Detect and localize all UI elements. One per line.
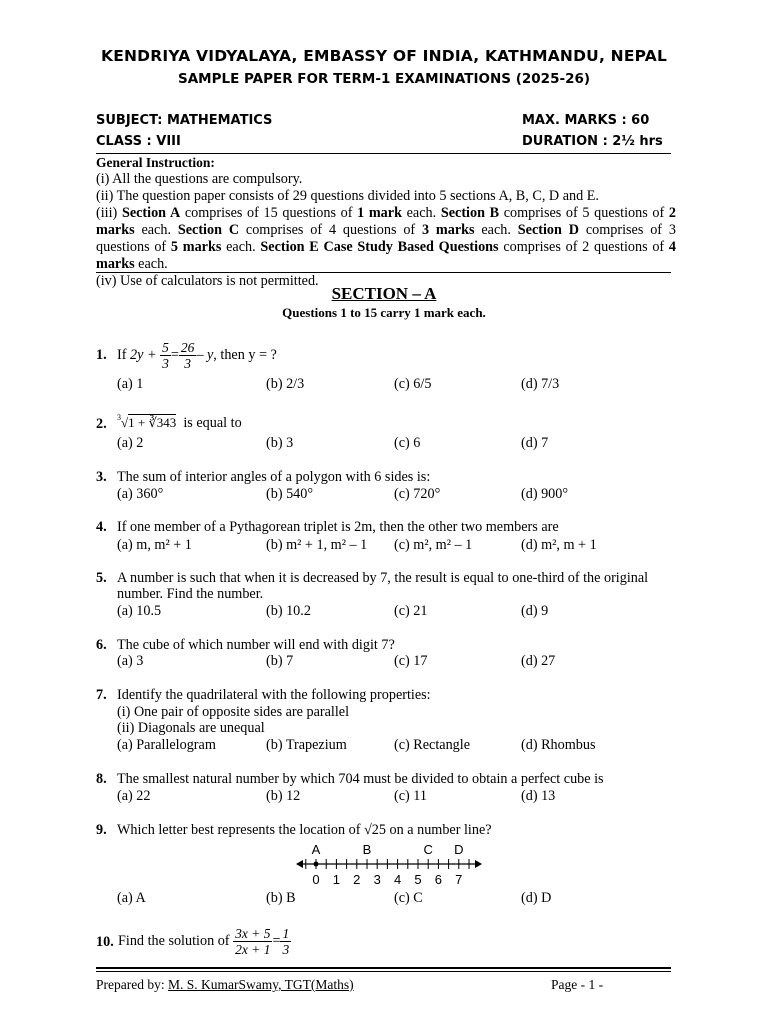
footer-divider-thin — [96, 971, 671, 972]
option-b: (b) 3 — [266, 435, 294, 451]
school-title: KENDRIYA VIDYALAYA, EMBASSY OF INDIA, KATHMANDU, NEPAL — [100, 47, 668, 65]
question-number: 10. — [96, 934, 114, 950]
option-d: (d) 9 — [521, 603, 549, 619]
question-number: 4. — [96, 519, 107, 535]
question-number: 9. — [96, 822, 107, 838]
question-number: 2. — [96, 416, 107, 432]
question-2-text: $^3$√1 + ∛343 is equal to — [117, 413, 242, 431]
option-a: (a) 10.5 — [117, 603, 162, 619]
tick-label: 0 — [312, 872, 320, 887]
point-a-dot — [314, 862, 319, 867]
author-name: M. S. KumarSwamy, TGT(Maths) — [167, 977, 354, 992]
footer-divider — [96, 967, 671, 969]
section-subtitle: Questions 1 to 15 carry 1 mark each. — [282, 305, 486, 320]
option-a: (a) 1 — [117, 376, 144, 392]
tick-label: 6 — [434, 872, 443, 887]
question-8-text: The smallest natural number by which 704 must be divided to obtain a perfect cube is — [117, 771, 604, 787]
option-d: (d) D — [521, 890, 552, 906]
option-c: (c) Rectangle — [394, 737, 471, 753]
question-9-text: Which letter best represents the location of √25 on a number line? — [117, 822, 492, 838]
option-c: (c) 21 — [394, 603, 428, 619]
page-number: Page - 1 - — [551, 977, 604, 992]
instruction-iii: (iii) Section A comprises of 15 questions of 1 mark each. Section B comprises of 5 questions of 2 marks each. Section C comprises of 4 questions of 3 marks each. Section D comprises of 3 questions of 5 marks each. Section E Case Study Based Questions comprises of 2 questions of 4 marks each. — [96, 205, 676, 272]
question-number: 3. — [96, 469, 107, 485]
fraction: $\frac{1}{3}$ — [282, 926, 290, 958]
question-7-property-2: (ii) Diagonals are unequal — [117, 720, 265, 736]
question-5-text: A number is such that when it is decreased by 7, the result is equal to one-third of the original — [117, 570, 649, 586]
option-a: (a) A — [117, 890, 146, 906]
question-5-text-cont: number. Find the number. — [117, 586, 264, 602]
tick-label: 5 — [414, 872, 422, 887]
instructions-title: General Instruction: — [96, 155, 215, 170]
option-d: (d) 7/3 — [521, 376, 560, 392]
option-a: (a) Parallelogram — [117, 737, 216, 753]
option-d: (d) 13 — [521, 788, 556, 804]
option-d: (d) m², m + 1 — [521, 537, 597, 553]
question-1-text: If 2y + $\frac{5}{3}$ = $\frac{26}{3}$ – y, then y = ? — [117, 340, 277, 372]
duration-label: DURATION : 2½ hrs — [522, 134, 663, 149]
option-b: (b) m² + 1, m² – 1 — [266, 537, 368, 553]
question-3-text: The sum of interior angles of a polygon with 6 sides is: — [117, 469, 431, 485]
tick-label: 2 — [353, 872, 361, 887]
tick-label: 3 — [373, 872, 381, 887]
option-b: (b) 12 — [266, 788, 301, 804]
instruction-ii: (ii) The question paper consists of 29 questions divided into 5 sections A, B, C, D and E. — [96, 188, 599, 204]
general-instructions — [96, 154, 676, 290]
number-line-figure — [290, 840, 490, 888]
max-marks-label: MAX. MARKS : 60 — [522, 113, 650, 128]
tick-label: 4 — [393, 872, 402, 887]
option-b: (b) 10.2 — [266, 603, 311, 619]
fraction: $\frac{5}{3}$ — [162, 340, 169, 372]
option-d: (d) 27 — [521, 653, 556, 669]
prepared-by: Prepared by: M. S. KumarSwamy, TGT(Maths) — [96, 977, 354, 992]
question-number: 1. — [96, 347, 107, 363]
question-6-text: The cube of which number will end with digit 7? — [117, 637, 395, 653]
paper-title: SAMPLE PAPER FOR TERM-1 EXAMINATIONS (2025-26) — [177, 71, 591, 87]
option-a: (a) 3 — [117, 653, 144, 669]
point-label-a: A — [311, 842, 321, 857]
question-7-text: Identify the quadrilateral with the following properties: — [117, 687, 431, 703]
question-number: 7. — [96, 687, 107, 703]
option-b: (b) 540° — [266, 486, 314, 502]
fraction: $\frac{3x + 5}{2x + 1}$ — [235, 926, 271, 958]
instruction-i: (i) All the questions are compulsory. — [96, 171, 303, 187]
option-a: (a) 2 — [117, 435, 144, 451]
option-d: (d) Rhombus — [521, 737, 596, 753]
point-label-c: C — [423, 842, 433, 857]
option-c: (c) 6/5 — [394, 376, 432, 392]
option-c: (c) 11 — [394, 788, 427, 804]
question-7-property-1: (i) One pair of opposite sides are parallel — [117, 704, 350, 720]
section-title: SECTION – A — [331, 284, 437, 303]
option-a: (a) 360° — [117, 486, 164, 502]
question-number: 6. — [96, 637, 107, 653]
cube-root-expression: $^3$√1 + ∛343 — [117, 413, 177, 430]
duration-fraction: ½ — [621, 134, 635, 149]
point-label-d: D — [454, 842, 464, 857]
option-c: (c) C — [394, 890, 423, 906]
option-b: (b) 2/3 — [266, 376, 305, 392]
subject-label: SUBJECT: MATHEMATICS — [96, 113, 273, 128]
fraction: $\frac{26}{3}$ — [180, 340, 195, 372]
left-arrow-icon — [296, 860, 303, 868]
question-4-text: If one member of a Pythagorean triplet is 2m, then the other two members are — [117, 519, 559, 535]
option-a: (a) m, m² + 1 — [117, 537, 192, 553]
option-b: (b) 7 — [266, 653, 294, 669]
question-10-text: Find the solution of $\frac{3x + 5}{2x + 1}$ = $\frac{1}{3}$ — [118, 926, 290, 958]
option-c: (c) 6 — [394, 435, 421, 451]
question-number: 8. — [96, 771, 107, 787]
instructions-divider — [96, 272, 671, 273]
option-a: (a) 22 — [117, 788, 151, 804]
point-label-b: B — [362, 842, 372, 857]
option-b: (b) B — [266, 890, 296, 906]
option-d: (d) 900° — [521, 486, 569, 502]
option-d: (d) 7 — [521, 435, 549, 451]
tick-label: 7 — [455, 872, 463, 887]
question-number: 5. — [96, 570, 107, 586]
right-arrow-icon — [475, 860, 482, 868]
option-b: (b) Trapezium — [266, 737, 347, 753]
tick-label: 1 — [332, 872, 341, 887]
class-label: CLASS : VIII — [96, 134, 181, 149]
option-c: (c) m², m² – 1 — [394, 537, 473, 553]
option-c: (c) 17 — [394, 653, 428, 669]
option-c: (c) 720° — [394, 486, 441, 502]
instruction-iv: (iv) Use of calculators is not permitted. — [96, 273, 319, 289]
